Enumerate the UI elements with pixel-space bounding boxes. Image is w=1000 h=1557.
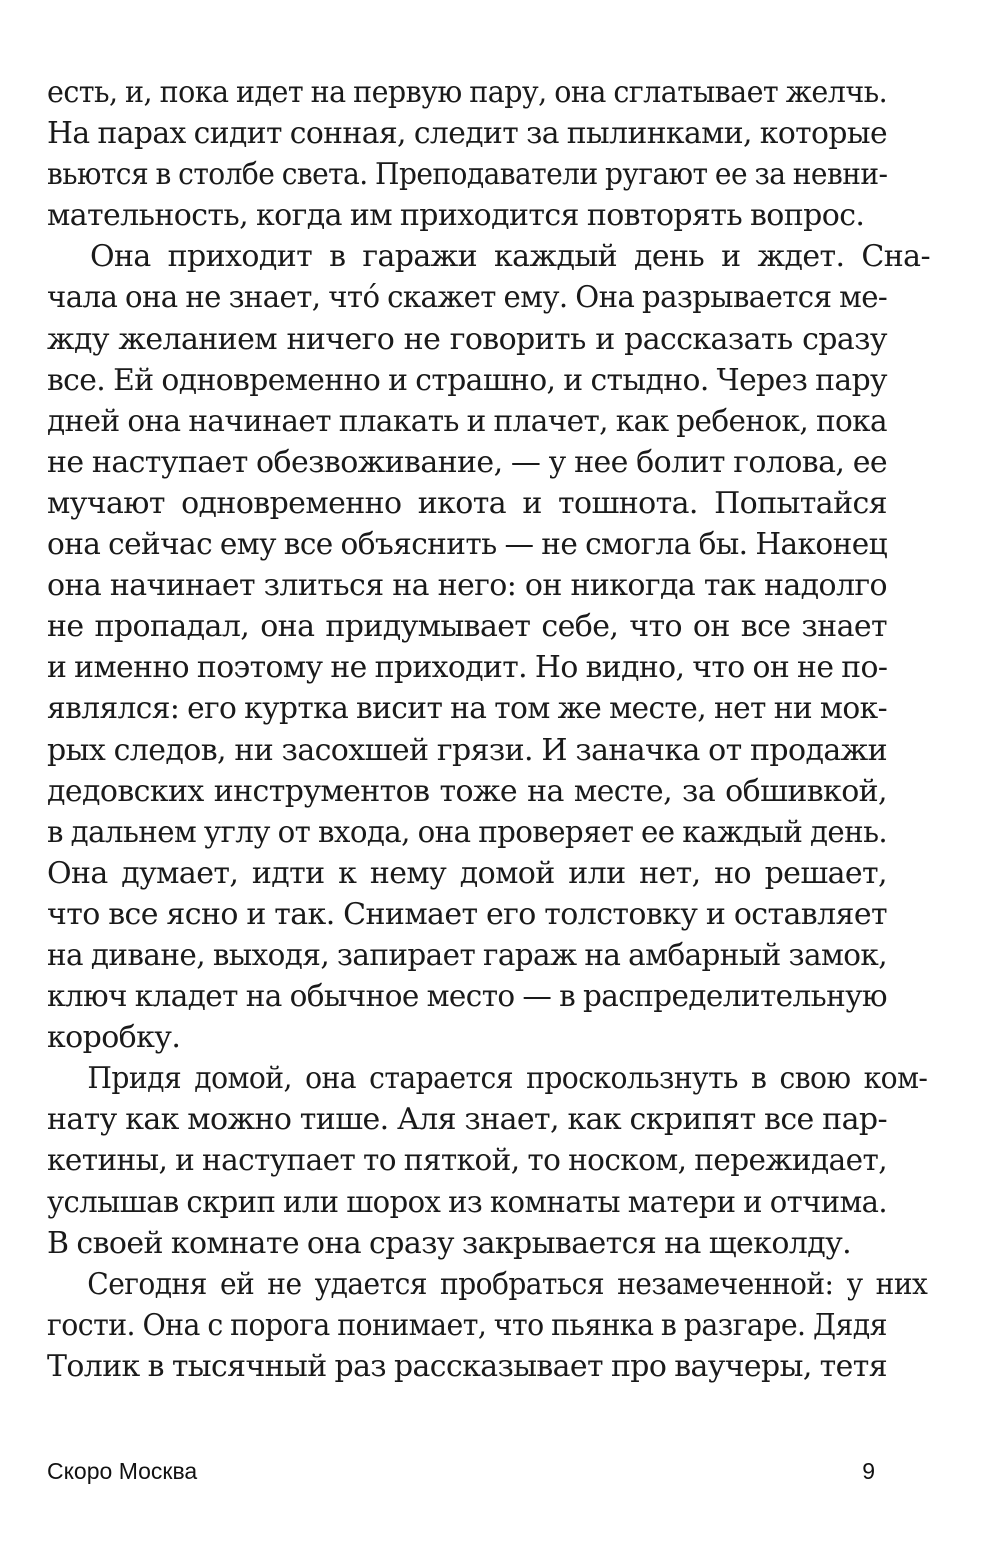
text-line: вьются в столбе света. Преподаватели ругают ее за невни- xyxy=(47,157,888,193)
text-line: на диване, выходя, запирает гараж на амбарный замок, xyxy=(47,937,887,973)
text-line: не пропадал, она придумывает себе, что он все знает xyxy=(47,609,887,645)
text-line: она начинает злиться на него: он никогда так надолго xyxy=(47,568,887,604)
text-line: есть, и, пока идет на первую пару, она сглатывает желчь. xyxy=(47,75,888,110)
text-line: Она думает, идти к нему домой или нет, но решает, xyxy=(47,855,887,891)
text-line: не наступает обезвоживание, — у нее болит голова, ее xyxy=(47,444,887,480)
text-line: она сейчас ему все объяснить — не смогла бы. Наконец xyxy=(47,527,887,563)
text-line: ключ кладет на обычное место — в распределительную xyxy=(47,979,887,1015)
text-line: мучают одновременно икота и тошнота. Попытайся xyxy=(47,485,887,521)
text-line: Толик в тысячный раз рассказывает про ваучеры, тетя xyxy=(47,1348,887,1384)
text-line: Сегодня ей не удается пробраться незамеченной: у них xyxy=(87,1266,928,1302)
page-number: 9 xyxy=(862,1458,875,1484)
text-line: мательность, когда им приходится повторять вопрос. xyxy=(47,198,865,234)
text-line: Она приходит в гаражи каждый день и ждет. Сна- xyxy=(90,239,930,275)
running-title: Скоро Москва xyxy=(47,1458,198,1484)
text-line: Придя домой, она старается проскользнуть в свою ком- xyxy=(87,1061,928,1097)
text-line: гости. Она с порога понимает, что пьянка в разгаре. Дядя xyxy=(47,1307,887,1343)
page-body xyxy=(47,72,930,1387)
text-line: нату как можно тише. Аля знает, как скрипят все пар- xyxy=(47,1102,887,1138)
text-line: дней она начинает плакать и плачет, как ребенок, пока xyxy=(47,403,887,439)
text-line: рых следов, ни засохшей грязи. И заначка от продажи xyxy=(47,732,887,768)
text-line: На парах сидит сонная, следит за пылинками, которые xyxy=(47,116,887,152)
text-line: жду желанием ничего не говорить и рассказать сразу xyxy=(47,321,887,357)
text-line: коробку. xyxy=(47,1020,181,1056)
page-footer xyxy=(47,1458,887,1488)
text-line: в дальнем углу от входа, она проверяет ее каждый день. xyxy=(47,814,888,850)
text-line: являлся: его куртка висит на том же месте, нет ни мок- xyxy=(47,691,887,727)
text-line: дедовских инструментов тоже на месте, за обшивкой, xyxy=(47,773,887,809)
text-line: В своей комнате она сразу закрывается на щеколду. xyxy=(47,1225,852,1261)
text-line: чала она не знает, что́ скажет ему. Она разрывается ме- xyxy=(47,280,888,316)
text-line: услышав скрип или шорох из комнаты матери и отчима. xyxy=(47,1184,887,1220)
text-line: все. Ей одновременно и страшно, и стыдно. Через пару xyxy=(47,362,887,398)
text-line: кетины, и наступает то пяткой, то носком, пережидает, xyxy=(47,1143,887,1179)
text-line: и именно поэтому не приходит. Но видно, что он не по- xyxy=(47,650,888,686)
text-line: что все ясно и так. Снимает его толстовку и оставляет xyxy=(47,896,887,932)
